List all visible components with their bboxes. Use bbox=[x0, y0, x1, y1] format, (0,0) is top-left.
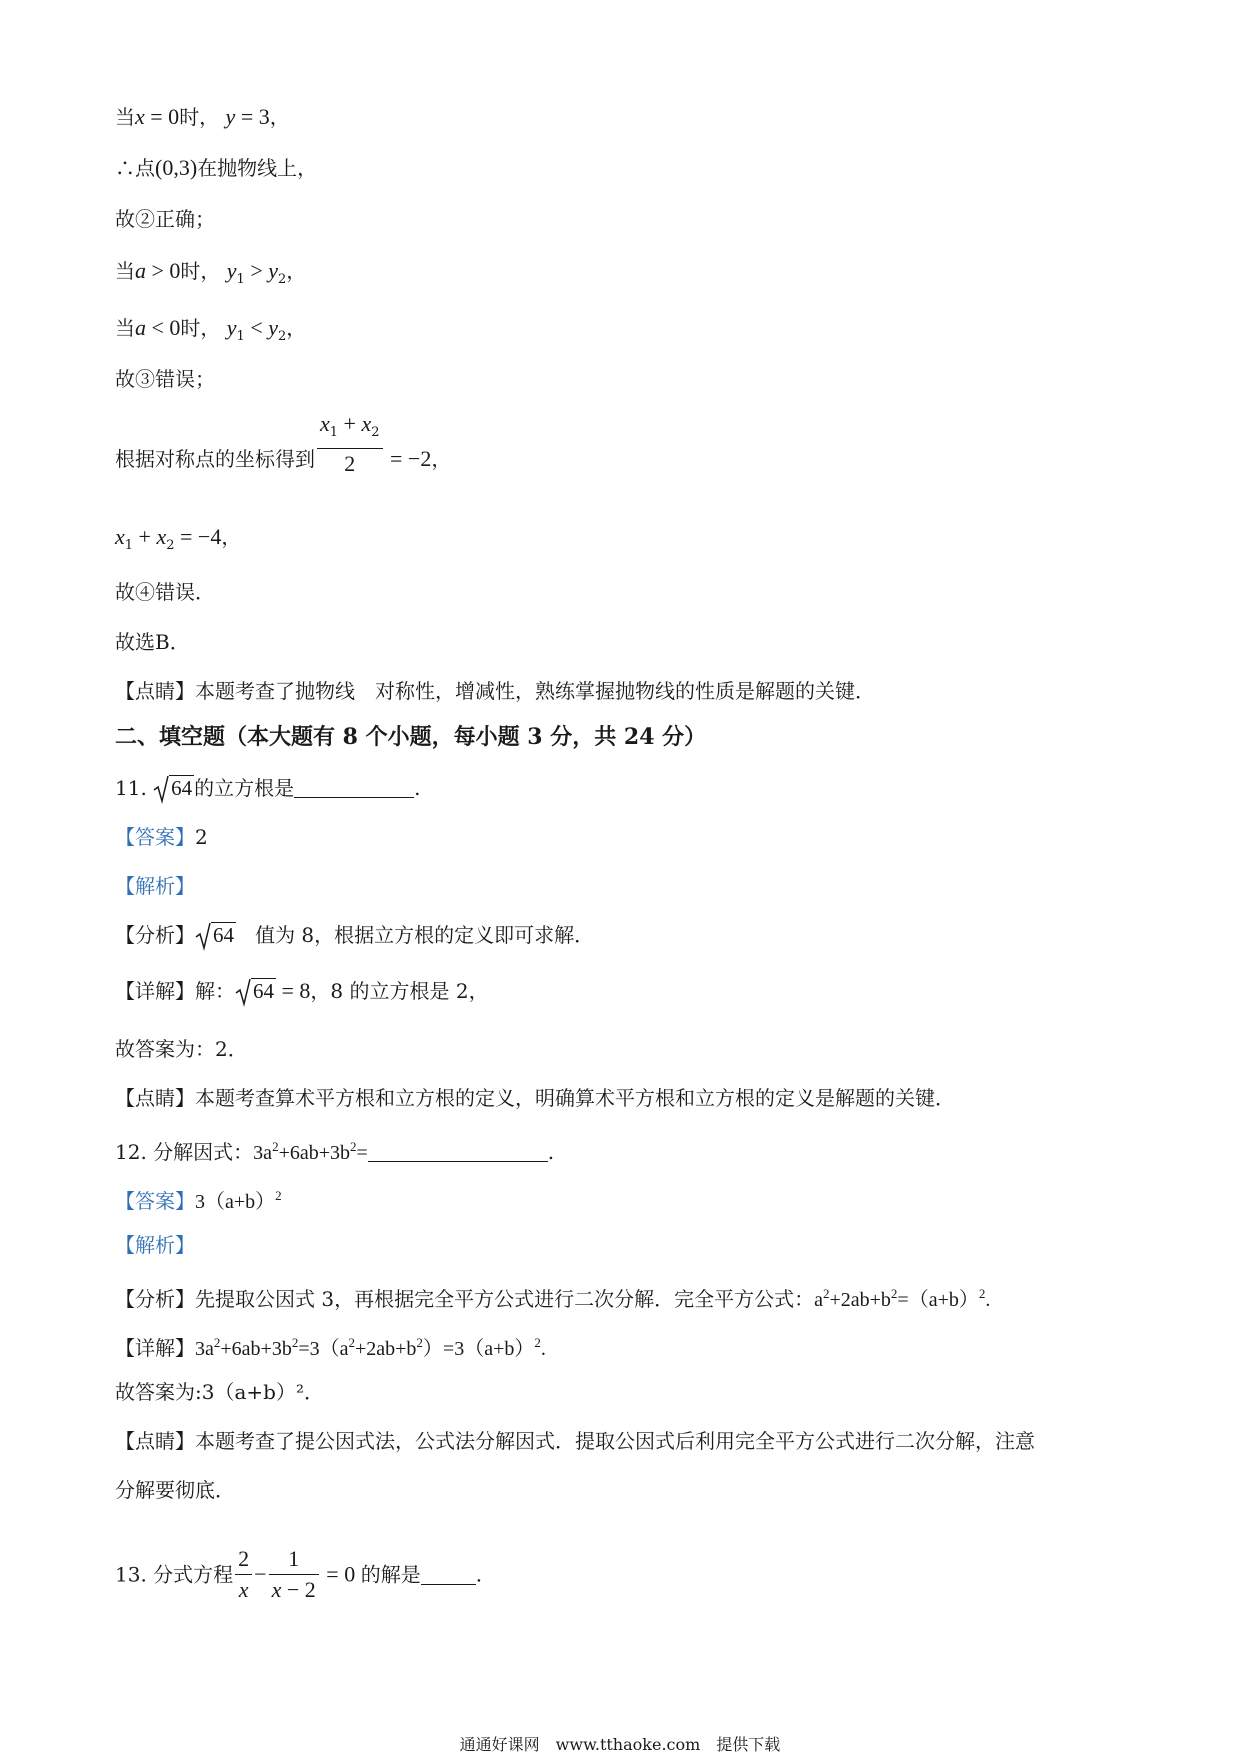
text: 分解因式： bbox=[153, 1140, 254, 1164]
text: 本题考查了提公因式法，公式法分解因式．提取公因式后利用完全平方公式进行二次分解，注意 bbox=[195, 1429, 1035, 1453]
text-line bbox=[115, 1427, 1035, 1455]
text-line: 【分析】先提取公因式 3，再根据完全平方公式进行二次分解．完全平方公式：$a^2+2ab+b^2=(a+b)^2$. bbox=[115, 1286, 991, 1311]
question-number: 12. bbox=[115, 1140, 147, 1164]
text-line: 故②正确； bbox=[115, 207, 215, 231]
answer-blank bbox=[368, 1141, 548, 1162]
tag-label: 【答案】 bbox=[115, 825, 195, 849]
text: 的立方根是 bbox=[194, 776, 295, 800]
answer-line: 【答案】$3(a+b)^2$ bbox=[115, 1188, 282, 1213]
text: 在抛物线上， bbox=[197, 156, 318, 180]
fraction: $\frac{x_1 + x_2}{2}$ bbox=[317, 410, 383, 478]
text-line: ∴点(0,3)在抛物线上， bbox=[115, 155, 318, 180]
tag-label: 【点睛】 bbox=[115, 1429, 195, 1453]
analysis-line bbox=[115, 1231, 195, 1259]
tag-label: 【详解】 bbox=[115, 979, 195, 1003]
text-line: 故④错误． bbox=[115, 580, 215, 604]
fraction: $\frac{2}{x}$ bbox=[235, 1545, 252, 1604]
question-13: 13. 分式方程 $\frac{2}{x}$ − $\frac{1}{x - 2}$ = 0 的解是 . bbox=[115, 1546, 483, 1602]
text-line bbox=[115, 677, 875, 705]
text: 时， bbox=[180, 316, 221, 340]
text-line: 故答案为:3（a+b）²． bbox=[115, 1380, 324, 1404]
text: 值为 8，根据立方根的定义即可求解． bbox=[255, 923, 595, 947]
tag-label: 【答案】 bbox=[115, 1189, 195, 1213]
text: 本题考查算术平方根和立方根的定义，明确算术平方根和立方根的定义是解题的关键． bbox=[195, 1086, 955, 1110]
answer-blank bbox=[421, 1564, 476, 1585]
text-line: 当x = 0时， y = 3， bbox=[115, 104, 290, 129]
tag-label: 【解析】 bbox=[115, 874, 195, 898]
tag-label: 【分析】 bbox=[115, 923, 195, 947]
text-line: 分解要彻底． bbox=[115, 1478, 235, 1502]
text-line bbox=[115, 921, 594, 949]
tag-label: 【点睛】 bbox=[115, 679, 195, 703]
text: ，8 的立方根是 2， bbox=[310, 979, 489, 1003]
text: ， bbox=[269, 105, 290, 129]
text-line: 【详解】$3a^2+6ab+3b^2=3(a^2+2ab+b^2)=3(a+b)^2$. bbox=[115, 1335, 546, 1360]
text: ， bbox=[431, 447, 452, 471]
answer-value: 2 bbox=[195, 825, 208, 849]
text: ， bbox=[286, 316, 307, 340]
text-line: 根据对称点的坐标得到 $\frac{x_1 + x_2}{2}$ = −2， bbox=[115, 411, 452, 476]
sqrt: 64 bbox=[153, 774, 194, 802]
analysis-line bbox=[115, 872, 195, 900]
text: 解： bbox=[195, 979, 235, 1003]
text-line: 故答案为：2． bbox=[115, 1037, 248, 1061]
text: . bbox=[475, 1562, 483, 1587]
question-11 bbox=[115, 774, 421, 802]
fraction: $\frac{1}{x - 2}$ bbox=[269, 1545, 319, 1604]
section-title: 二、填空题（本大题有 8 个小题，每小题 3 分，共 24 分） bbox=[115, 724, 707, 750]
text: 根据对称点的坐标得到 bbox=[115, 447, 315, 471]
text: 当 bbox=[115, 316, 135, 340]
text: 分式方程 bbox=[153, 1562, 234, 1587]
text-line: 当a > 0时， $y_1 > y_2$， bbox=[115, 258, 307, 287]
text-line: 当a < 0时， $y_1 < y_2$， bbox=[115, 315, 307, 344]
text: 本题考查了抛物线 对称性，增减性，熟练掌握抛物线的性质是解题的关键． bbox=[195, 679, 875, 703]
text-line: 故选B． bbox=[115, 630, 190, 654]
text-line: 故③错误； bbox=[115, 367, 215, 391]
text: . bbox=[414, 776, 421, 800]
text-line: $x_1 + x_2 = -4$， bbox=[115, 524, 242, 553]
text: 先提取公因式 3，再根据完全平方公式进行二次分解．完全平方公式： bbox=[195, 1287, 815, 1311]
answer-blank bbox=[294, 777, 414, 798]
text: . bbox=[547, 1140, 555, 1164]
sqrt: 64 bbox=[235, 977, 276, 1005]
tag-label: 【详解】 bbox=[115, 1336, 195, 1360]
text: 当 bbox=[115, 259, 135, 283]
answer-line bbox=[115, 823, 208, 851]
page-footer: 通通好课网 www.tthaoke.com 提供下载 bbox=[459, 1735, 781, 1754]
question-number: 11. bbox=[115, 776, 147, 800]
text: ， bbox=[286, 259, 307, 283]
sqrt: 64 bbox=[195, 921, 236, 949]
question-12: 12. 分解因式：$3a^2+6ab+3b^2=$ . bbox=[115, 1139, 555, 1164]
question-number: 13. bbox=[115, 1562, 147, 1587]
text-line: 【详解】解： 64 = 8，8 的立方根是 2， bbox=[115, 978, 489, 1003]
tag-label: 【分析】 bbox=[115, 1287, 195, 1311]
text: ∴点 bbox=[115, 156, 155, 180]
text: 的解是 bbox=[360, 1562, 421, 1587]
tag-label: 【点睛】 bbox=[115, 1086, 195, 1110]
text: 当 bbox=[115, 105, 135, 129]
text-line bbox=[115, 1084, 955, 1112]
tag-label: 【解析】 bbox=[115, 1233, 195, 1257]
text: ， bbox=[221, 525, 242, 549]
text: 时， bbox=[180, 259, 221, 283]
text: 时， bbox=[179, 105, 220, 129]
